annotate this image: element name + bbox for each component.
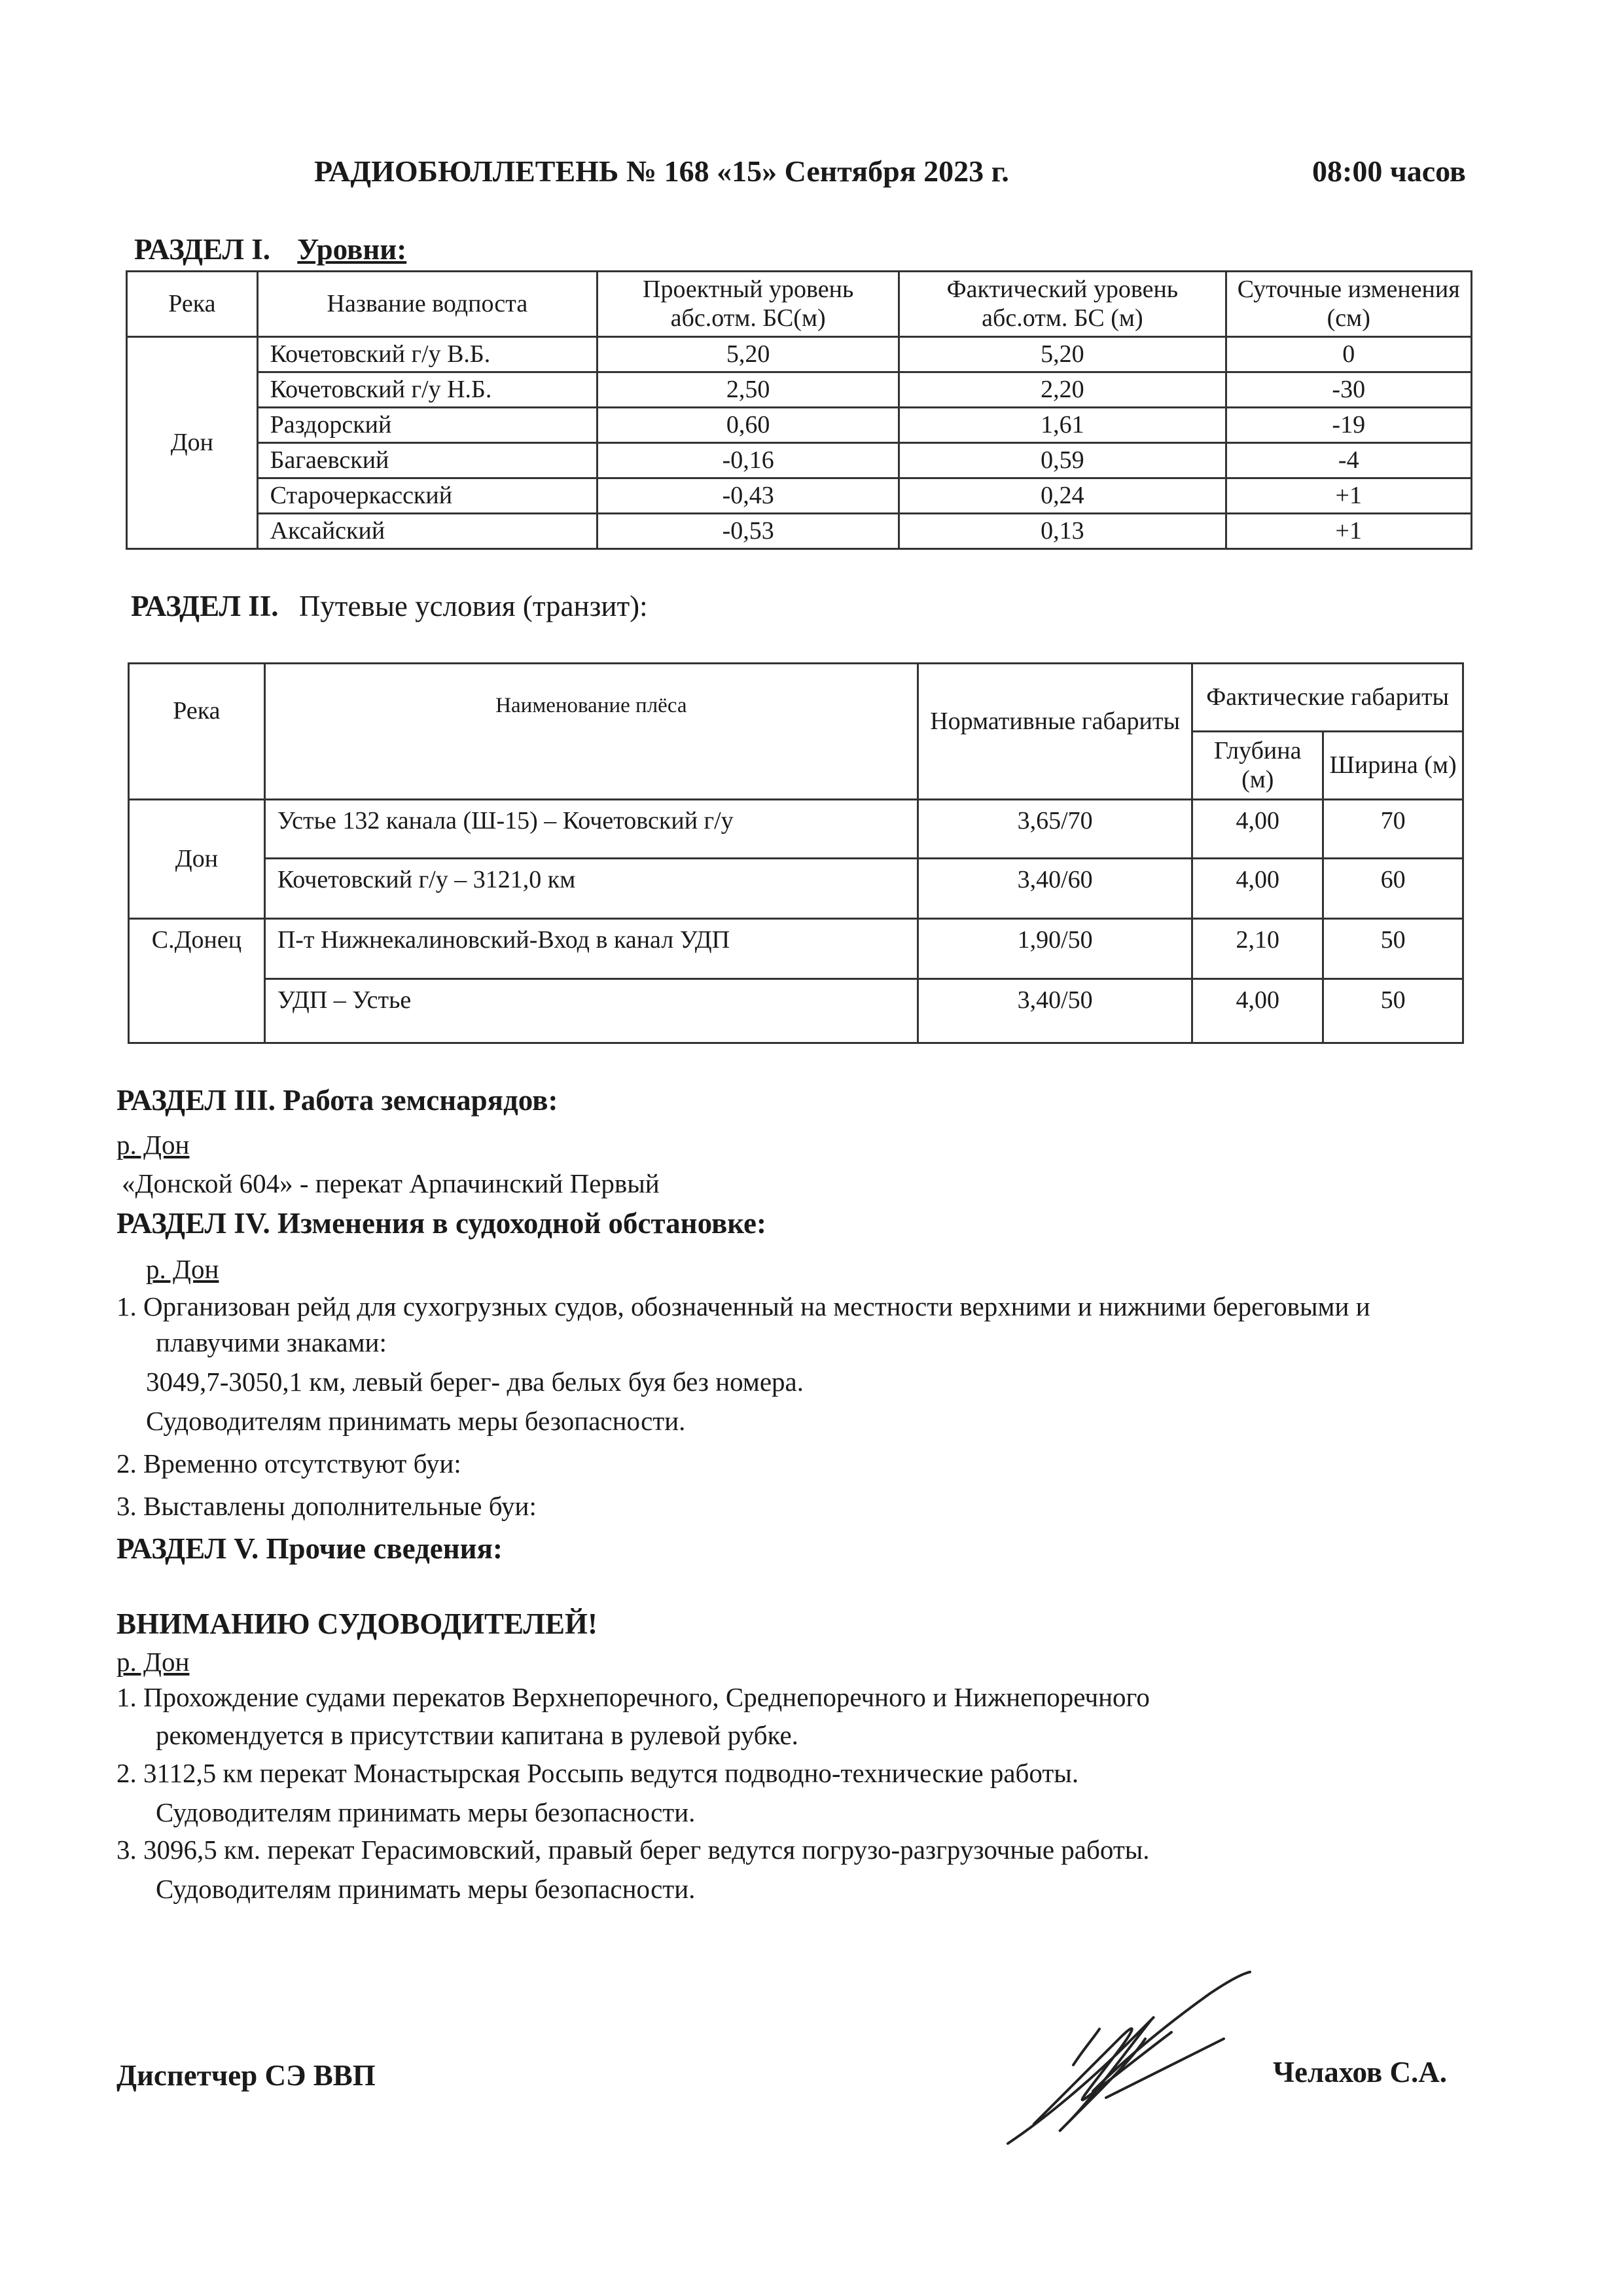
reach-cell: Кочетовский г/у – 3121,0 км bbox=[264, 859, 918, 919]
levels-header-row bbox=[127, 272, 1472, 337]
change-cell: +1 bbox=[1226, 478, 1472, 514]
river-cell: Дон bbox=[129, 800, 265, 919]
normative-cell: 1,90/50 bbox=[918, 919, 1192, 979]
project-cell: 5,20 bbox=[597, 337, 899, 372]
post-cell: Кочетовский г/у Н.Б. bbox=[257, 372, 597, 408]
attention-river: р. Дон bbox=[116, 1647, 190, 1677]
col-river: Река bbox=[127, 272, 258, 337]
attention-item-3: 3. 3096,5 км. перекат Герасимовский, правый берег ведутся погрузо-разгрузочные работы. bbox=[116, 1835, 1150, 1865]
width-cell: 50 bbox=[1323, 979, 1463, 1043]
section1-heading-title: Уровни: bbox=[297, 233, 407, 266]
bulletin-time: 08:00 часов bbox=[1312, 154, 1466, 188]
table-row bbox=[127, 514, 1472, 549]
width-cell: 60 bbox=[1323, 859, 1463, 919]
transit-header-row-1 bbox=[129, 664, 1463, 732]
depth-cell: 2,10 bbox=[1192, 919, 1323, 979]
attention-item-1: 1. Прохождение судами перекатов Верхнепоречного, Среднепоречного и Нижнепоречного bbox=[116, 1682, 1150, 1712]
actual-cell: 2,20 bbox=[899, 372, 1226, 408]
normative-cell: 3,65/70 bbox=[918, 800, 1192, 859]
depth-cell: 4,00 bbox=[1192, 800, 1323, 859]
attention-item-3-cont: Судоводителям принимать меры безопасности. bbox=[156, 1874, 696, 1904]
section4-river: р. Дон bbox=[146, 1254, 219, 1284]
section2-heading-title: Путевые условия (транзит): bbox=[298, 590, 648, 622]
section3-heading: РАЗДЕЛ III. Работа земснарядов: bbox=[116, 1084, 558, 1117]
reach-cell: УДП – Устье bbox=[264, 979, 918, 1043]
attention-item-1-cont: рекомендуется в присутствии капитана в рулевой рубке. bbox=[156, 1720, 798, 1750]
section3-dredger-item: «Донской 604» - перекат Арпачинский Первый bbox=[122, 1168, 660, 1198]
col-depth: Глубина (м) bbox=[1192, 732, 1323, 800]
attention-heading: ВНИМАНИЮ СУДОВОДИТЕЛЕЙ! bbox=[116, 1607, 597, 1640]
col-daily-change: Суточные изменения (см) bbox=[1226, 272, 1472, 337]
post-cell: Кочетовский г/у В.Б. bbox=[257, 337, 597, 372]
reach-cell: П-т Нижнекалиновский-Вход в канал УДП bbox=[264, 919, 918, 979]
attention-item-2: 2. 3112,5 км перекат Монастырская Россыпь ведутся подводно-технические работы. bbox=[116, 1758, 1079, 1788]
section5-heading: РАЗДЕЛ V. Прочие сведения: bbox=[116, 1532, 503, 1565]
col-actual-dims: Фактические габариты bbox=[1192, 664, 1463, 732]
project-cell: -0,16 bbox=[597, 443, 899, 478]
attention-item-2-cont: Судоводителям принимать меры безопасности. bbox=[156, 1797, 696, 1827]
section4-item-1: 1. Организован рейд для сухогрузных судов, обозначенный на местности верхними и нижними береговыми и bbox=[116, 1291, 1370, 1321]
project-cell: 2,50 bbox=[597, 372, 899, 408]
table-row bbox=[129, 800, 1463, 859]
table-row bbox=[129, 979, 1463, 1043]
section3-river: р. Дон bbox=[116, 1130, 190, 1160]
section4-item-1-note: Судоводителям принимать меры безопасности. bbox=[146, 1406, 686, 1436]
change-cell: -4 bbox=[1226, 443, 1472, 478]
levels-table bbox=[126, 270, 1472, 550]
width-cell: 70 bbox=[1323, 800, 1463, 859]
col-river: Река bbox=[129, 664, 265, 800]
project-cell: 0,60 bbox=[597, 408, 899, 443]
col-reach-name: Наименование плёса bbox=[264, 664, 918, 800]
post-cell: Аксайский bbox=[257, 514, 597, 549]
col-post-name: Название водпоста bbox=[257, 272, 597, 337]
transit-table bbox=[128, 662, 1464, 1044]
col-normative-dims: Нормативные габариты bbox=[918, 664, 1192, 800]
table-row bbox=[127, 443, 1472, 478]
river-cell: Дон bbox=[127, 337, 258, 549]
section4-item-1-location: 3049,7-3050,1 км, левый берег- два белых буя без номера. bbox=[146, 1367, 804, 1397]
change-cell: 0 bbox=[1226, 337, 1472, 372]
table-row bbox=[127, 478, 1472, 514]
section1-heading-num: РАЗДЕЛ I. bbox=[134, 233, 271, 266]
actual-cell: 0,13 bbox=[899, 514, 1226, 549]
table-row bbox=[127, 408, 1472, 443]
table-row bbox=[127, 337, 1472, 372]
post-cell: Багаевский bbox=[257, 443, 597, 478]
section2-heading-num: РАЗДЕЛ II. bbox=[131, 590, 279, 622]
table-row bbox=[129, 919, 1463, 979]
post-cell: Раздорский bbox=[257, 408, 597, 443]
signature-icon bbox=[995, 1967, 1270, 2157]
col-project-level: Проектный уровень абс.отм. БС(м) bbox=[597, 272, 899, 337]
section2-heading bbox=[131, 589, 648, 623]
actual-cell: 1,61 bbox=[899, 408, 1226, 443]
dispatcher-position: Диспетчер СЭ ВВП bbox=[116, 2059, 376, 2092]
section4-item-3: 3. Выставлены дополнительные буи: bbox=[116, 1491, 537, 1521]
section4-heading: РАЗДЕЛ IV. Изменения в судоходной обстановке: bbox=[116, 1207, 767, 1240]
section4-item-2: 2. Временно отсутствуют буи: bbox=[116, 1448, 461, 1479]
bulletin-title: РАДИОБЮЛЛЕТЕНЬ № 168 «15» Сентября 2023 г. bbox=[314, 154, 1009, 188]
section4-item-1-cont: плавучими знаками: bbox=[156, 1327, 387, 1357]
normative-cell: 3,40/60 bbox=[918, 859, 1192, 919]
section1-heading bbox=[134, 232, 406, 266]
actual-cell: 5,20 bbox=[899, 337, 1226, 372]
river-cell: С.Донец bbox=[129, 919, 265, 1043]
change-cell: +1 bbox=[1226, 514, 1472, 549]
project-cell: -0,53 bbox=[597, 514, 899, 549]
dispatcher-name: Челахов С.А. bbox=[1273, 2056, 1447, 2089]
actual-cell: 0,24 bbox=[899, 478, 1226, 514]
table-row bbox=[127, 372, 1472, 408]
reach-cell: Устье 132 канала (Ш-15) – Кочетовский г/у bbox=[264, 800, 918, 859]
project-cell: -0,43 bbox=[597, 478, 899, 514]
change-cell: -19 bbox=[1226, 408, 1472, 443]
col-width: Ширина (м) bbox=[1323, 732, 1463, 800]
table-row bbox=[129, 859, 1463, 919]
actual-cell: 0,59 bbox=[899, 443, 1226, 478]
width-cell: 50 bbox=[1323, 919, 1463, 979]
depth-cell: 4,00 bbox=[1192, 859, 1323, 919]
normative-cell: 3,40/50 bbox=[918, 979, 1192, 1043]
col-actual-level: Фактический уровень абс.отм. БС (м) bbox=[899, 272, 1226, 337]
depth-cell: 4,00 bbox=[1192, 979, 1323, 1043]
change-cell: -30 bbox=[1226, 372, 1472, 408]
post-cell: Старочеркасский bbox=[257, 478, 597, 514]
